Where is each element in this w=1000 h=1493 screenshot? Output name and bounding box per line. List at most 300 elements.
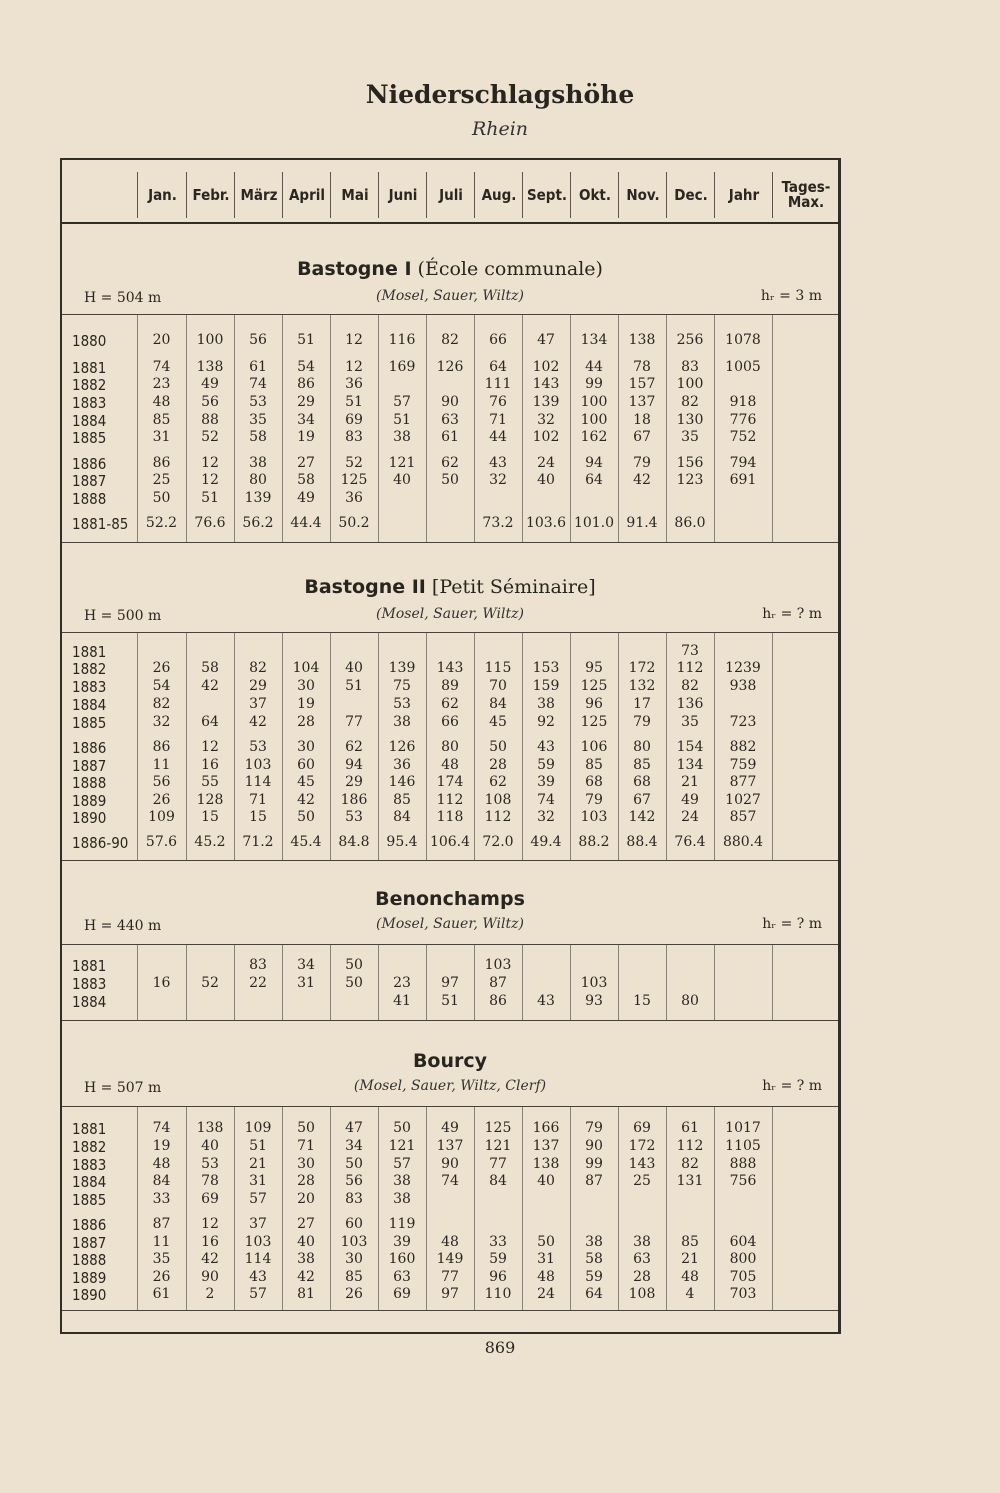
column-header: Juli <box>426 172 475 218</box>
table-cell: 126 <box>388 739 416 755</box>
table-cell: 1105 <box>725 1138 761 1154</box>
table-cell: 112 <box>436 792 464 808</box>
table-cell: 71 <box>249 792 267 808</box>
table-cell: 39 <box>393 1234 411 1250</box>
table-cell: 82 <box>681 394 699 410</box>
gauge-height: hᵣ = 3 m <box>760 288 822 304</box>
table-cell: 759 <box>729 757 757 773</box>
table-cell: 83 <box>345 1191 363 1207</box>
table-cell: 139 <box>244 490 272 506</box>
station-altitude: H = 440 m <box>84 918 162 934</box>
table-cell: 45 <box>489 714 507 730</box>
table-cell: 31 <box>297 975 315 991</box>
table-cell: 142 <box>628 809 656 825</box>
column-divider <box>772 633 773 860</box>
table-cell: 52 <box>201 975 219 991</box>
table-cell: 82 <box>249 660 267 676</box>
table-cell: 938 <box>729 678 757 694</box>
table-cell: 38 <box>633 1234 651 1250</box>
table-cell: 166 <box>532 1120 560 1136</box>
table-cell: 36 <box>393 757 411 773</box>
table-cell: 28 <box>297 1173 315 1189</box>
table-cell: 56 <box>152 774 171 790</box>
table-cell: 64 <box>201 714 219 730</box>
table-cell: 64 <box>489 359 507 375</box>
station-rivers: (Mosel, Sauer, Wiltz) <box>376 916 524 932</box>
gauge-height: hᵣ = ? m <box>762 606 822 622</box>
table-cell: 43 <box>537 739 555 755</box>
table-cell: 97 <box>441 975 459 991</box>
table-cell: 125 <box>484 1120 512 1136</box>
table-cell: 69 <box>201 1191 219 1207</box>
table-cell: 80 <box>249 472 267 488</box>
table-cell: 28 <box>297 714 315 730</box>
column-header: Jan. <box>137 172 187 218</box>
table-cell: 86 <box>152 455 171 471</box>
table-cell: 87 <box>585 1173 603 1189</box>
table-cell: 99 <box>585 376 603 392</box>
table-cell: 104 <box>292 660 320 676</box>
table-cell: 49 <box>201 376 219 392</box>
table-cell: 51 <box>441 993 459 1009</box>
table-cell: 42 <box>633 472 651 488</box>
table-cell: 12 <box>201 1216 219 1232</box>
table-cell: 33 <box>489 1234 507 1250</box>
table-cell: 42 <box>201 678 219 694</box>
table-cell: 60 <box>345 1216 363 1232</box>
table-cell: 800 <box>729 1251 757 1267</box>
table-cell: 92 <box>537 714 555 730</box>
column-header: Dec. <box>666 172 715 218</box>
table-cell: 31 <box>249 1173 267 1189</box>
table-cell: 37 <box>249 696 267 712</box>
table-cell: 90 <box>585 1138 603 1154</box>
table-cell: 20 <box>152 332 171 348</box>
table-cell: 31 <box>537 1251 555 1267</box>
table-cell: 918 <box>729 394 757 410</box>
table-cell: 59 <box>585 1269 603 1285</box>
table-cell: 21 <box>249 1156 267 1172</box>
station-title <box>62 258 838 280</box>
table-cell: 604 <box>729 1234 757 1250</box>
table-cell: 109 <box>244 1120 272 1136</box>
row-year: 1889 <box>72 1269 107 1287</box>
table-cell: 23 <box>393 975 411 991</box>
row-year: 1890 <box>72 809 107 827</box>
table-cell: 39 <box>537 774 555 790</box>
table-cell: 103 <box>484 957 512 973</box>
table-cell: 172 <box>628 1138 656 1154</box>
table-cell: 50 <box>489 739 507 755</box>
table-cell: 38 <box>249 455 267 471</box>
table-cell: 90 <box>441 394 459 410</box>
table-cell: 86.0 <box>674 515 706 531</box>
station-name: Bastogne II <box>304 576 426 598</box>
table-cell: 42 <box>297 1269 315 1285</box>
row-year: 1888 <box>72 490 107 508</box>
table-cell: 15 <box>633 993 651 1009</box>
table-cell: 116 <box>388 332 416 348</box>
table-cell: 69 <box>633 1120 651 1136</box>
table-cell: 88 <box>201 412 219 428</box>
table-cell: 70 <box>489 678 507 694</box>
table-cell: 138 <box>628 332 656 348</box>
table-cell: 15 <box>201 809 219 825</box>
table-cell: 85 <box>633 757 651 773</box>
table-cell: 62 <box>489 774 507 790</box>
table-cell: 40 <box>201 1138 219 1154</box>
table-cell: 16 <box>201 757 219 773</box>
table-cell: 66 <box>489 332 507 348</box>
column-header: Febr. <box>186 172 235 218</box>
table-cell: 138 <box>196 359 224 375</box>
row-year: 1888 <box>72 774 107 792</box>
table-cell: 84 <box>489 1173 507 1189</box>
table-cell: 40 <box>297 1234 315 1250</box>
column-header: März <box>234 172 283 218</box>
table-cell: 794 <box>729 455 757 471</box>
table-cell: 53 <box>249 394 267 410</box>
table-cell: 82 <box>152 696 171 712</box>
table-cell: 87 <box>152 1216 171 1232</box>
table-cell: 123 <box>676 472 704 488</box>
precipitation-table <box>60 158 841 1334</box>
table-cell: 61 <box>152 1286 171 1302</box>
column-header: Juni <box>378 172 427 218</box>
row-year: 1886 <box>72 739 107 757</box>
table-cell: 28 <box>489 757 507 773</box>
table-cell: 102 <box>532 429 560 445</box>
table-cell: 85 <box>681 1234 699 1250</box>
table-cell: 96 <box>585 696 603 712</box>
section-rule <box>62 632 838 633</box>
table-cell: 28 <box>633 1269 651 1285</box>
column-divider <box>772 945 773 1020</box>
table-cell: 40 <box>393 472 411 488</box>
table-cell: 159 <box>532 678 560 694</box>
column-divider <box>772 315 773 542</box>
section-rule <box>62 314 838 315</box>
table-cell: 50 <box>297 1120 315 1136</box>
table-cell: 723 <box>729 714 757 730</box>
table-cell: 138 <box>196 1120 224 1136</box>
table-cell: 51 <box>201 490 219 506</box>
table-cell: 79 <box>633 455 651 471</box>
table-cell: 54 <box>297 359 315 375</box>
row-year: 1884 <box>72 412 107 430</box>
table-cell: 12 <box>201 472 219 488</box>
table-cell: 74 <box>441 1173 459 1189</box>
table-cell: 130 <box>676 412 704 428</box>
row-year: 1883 <box>72 1156 107 1174</box>
table-cell: 1239 <box>725 660 761 676</box>
table-cell: 45.2 <box>194 834 226 850</box>
row-year: 1881 <box>72 957 107 975</box>
table-cell: 90 <box>201 1269 219 1285</box>
table-cell: 40 <box>345 660 363 676</box>
row-year: 1885 <box>72 714 107 732</box>
table-cell: 27 <box>297 455 315 471</box>
table-cell: 134 <box>580 332 608 348</box>
table-cell: 73.2 <box>482 515 514 531</box>
table-cell: 97 <box>441 1286 459 1302</box>
table-cell: 42 <box>249 714 267 730</box>
row-year: 1885 <box>72 1191 107 1209</box>
table-cell: 61 <box>249 359 267 375</box>
table-cell: 81 <box>297 1286 315 1302</box>
table-cell: 112 <box>484 809 512 825</box>
table-cell: 76 <box>489 394 507 410</box>
row-year: 1887 <box>72 1234 107 1252</box>
row-year: 1882 <box>72 376 107 394</box>
table-cell: 143 <box>532 376 560 392</box>
table-cell: 77 <box>441 1269 459 1285</box>
table-cell: 68 <box>585 774 603 790</box>
table-cell: 34 <box>297 412 315 428</box>
table-cell: 57 <box>393 1156 411 1172</box>
row-year: 1884 <box>72 1173 107 1191</box>
gauge-height: hᵣ = ? m <box>762 1078 822 1094</box>
table-cell: 25 <box>633 1173 651 1189</box>
table-cell: 25 <box>152 472 171 488</box>
table-cell: 91.4 <box>626 515 658 531</box>
table-cell: 121 <box>388 1138 416 1154</box>
table-cell: 29 <box>297 394 315 410</box>
table-cell: 95 <box>585 660 603 676</box>
table-cell: 146 <box>388 774 416 790</box>
table-cell: 38 <box>537 696 555 712</box>
table-cell: 33 <box>152 1191 171 1207</box>
table-cell: 888 <box>729 1156 757 1172</box>
table-cell: 86 <box>297 376 315 392</box>
table-cell: 51 <box>345 394 363 410</box>
table-cell: 50 <box>537 1234 555 1250</box>
table-cell: 162 <box>580 429 608 445</box>
table-cell: 79 <box>633 714 651 730</box>
table-cell: 172 <box>628 660 656 676</box>
table-cell: 21 <box>681 774 699 790</box>
table-cell: 111 <box>484 376 512 392</box>
table-cell: 89 <box>441 678 459 694</box>
table-cell: 76.4 <box>674 834 706 850</box>
table-cell: 12 <box>201 455 219 471</box>
table-cell: 62 <box>441 696 459 712</box>
table-cell: 36 <box>345 376 363 392</box>
station-name: Bastogne I <box>297 258 412 280</box>
table-cell: 139 <box>388 660 416 676</box>
table-cell: 24 <box>681 809 699 825</box>
table-cell: 85 <box>152 412 171 428</box>
table-cell: 74 <box>152 1120 171 1136</box>
station-name: Benonchamps <box>375 888 525 910</box>
table-cell: 26 <box>152 792 171 808</box>
table-cell: 78 <box>633 359 651 375</box>
table-cell: 131 <box>676 1173 704 1189</box>
table-cell: 100 <box>196 332 224 348</box>
table-cell: 1017 <box>725 1120 761 1136</box>
table-cell: 64 <box>585 1286 603 1302</box>
table-cell: 38 <box>393 429 411 445</box>
column-header: Aug. <box>474 172 523 218</box>
row-year: 1886 <box>72 1216 107 1234</box>
table-cell: 125 <box>340 472 368 488</box>
table-cell: 880.4 <box>722 834 764 850</box>
table-cell: 17 <box>633 696 651 712</box>
table-cell: 100 <box>580 412 608 428</box>
table-cell: 67 <box>633 792 651 808</box>
table-cell: 30 <box>297 739 315 755</box>
table-cell: 12 <box>345 359 363 375</box>
table-cell: 52 <box>201 429 219 445</box>
table-cell: 83 <box>249 957 267 973</box>
table-cell: 75 <box>393 678 411 694</box>
station-title <box>62 1050 838 1072</box>
table-cell: 49 <box>441 1120 459 1136</box>
table-cell: 85 <box>585 757 603 773</box>
table-cell: 80 <box>441 739 459 755</box>
row-year: 1887 <box>72 472 107 490</box>
station-rivers: (Mosel, Sauer, Wiltz) <box>376 288 524 304</box>
column-header: Okt. <box>570 172 619 218</box>
table-cell: 47 <box>537 332 555 348</box>
table-cell: 84 <box>489 696 507 712</box>
table-cell: 95.4 <box>386 834 418 850</box>
section-bottom-rule <box>62 1310 838 1311</box>
table-cell: 49 <box>297 490 315 506</box>
table-cell: 74 <box>249 376 267 392</box>
table-cell: 74 <box>152 359 171 375</box>
table-cell: 112 <box>676 1138 704 1154</box>
table-cell: 63 <box>441 412 459 428</box>
table-cell: 106.4 <box>429 834 471 850</box>
row-year: 1883 <box>72 975 107 993</box>
table-cell: 38 <box>393 1191 411 1207</box>
section-rule <box>62 1106 838 1107</box>
page-number: 869 <box>484 1338 516 1357</box>
table-cell: 138 <box>532 1156 560 1172</box>
table-cell: 125 <box>580 714 608 730</box>
table-cell: 58 <box>297 472 315 488</box>
table-cell: 32 <box>489 472 507 488</box>
station-title <box>62 576 838 598</box>
table-cell: 69 <box>345 412 363 428</box>
column-header: Nov. <box>618 172 667 218</box>
table-cell: 11 <box>152 757 171 773</box>
table-cell: 62 <box>345 739 363 755</box>
table-cell: 128 <box>196 792 224 808</box>
row-year: 1881-85 <box>72 515 129 533</box>
table-cell: 68 <box>633 774 651 790</box>
table-cell: 63 <box>633 1251 651 1267</box>
table-cell: 149 <box>436 1251 464 1267</box>
table-cell: 134 <box>676 757 704 773</box>
table-cell: 66 <box>441 714 459 730</box>
table-cell: 48 <box>441 1234 459 1250</box>
table-cell: 57 <box>249 1286 267 1302</box>
column-header: Tages- Max. <box>772 172 839 218</box>
table-cell: 60 <box>297 757 315 773</box>
table-cell: 54 <box>152 678 171 694</box>
table-cell: 169 <box>388 359 416 375</box>
table-cell: 143 <box>436 660 464 676</box>
row-year: 1883 <box>72 678 107 696</box>
table-cell: 756 <box>729 1173 757 1189</box>
station-altitude: H = 507 m <box>84 1080 162 1096</box>
table-cell: 86 <box>152 739 171 755</box>
table-cell: 34 <box>297 957 315 973</box>
table-cell: 53 <box>201 1156 219 1172</box>
table-cell: 78 <box>201 1173 219 1189</box>
column-header: Mai <box>330 172 379 218</box>
table-cell: 19 <box>152 1138 171 1154</box>
table-cell: 877 <box>729 774 757 790</box>
table-cell: 88.2 <box>578 834 610 850</box>
section-bottom-rule <box>62 860 838 861</box>
table-cell: 103 <box>580 809 608 825</box>
table-cell: 42 <box>297 792 315 808</box>
column-header: April <box>282 172 331 218</box>
table-cell: 74 <box>537 792 555 808</box>
table-cell: 64 <box>585 472 603 488</box>
table-cell: 143 <box>628 1156 656 1172</box>
table-cell: 16 <box>152 975 171 991</box>
table-cell: 38 <box>393 1173 411 1189</box>
station-rivers: (Mosel, Sauer, Wiltz, Clerf) <box>353 1078 547 1094</box>
section-bottom-rule <box>62 542 838 543</box>
row-year: 1886-90 <box>72 834 129 852</box>
table-cell: 44 <box>585 359 603 375</box>
table-cell: 256 <box>676 332 704 348</box>
table-cell: 72.0 <box>482 834 514 850</box>
table-cell: 35 <box>681 429 699 445</box>
table-cell: 21 <box>681 1251 699 1267</box>
table-cell: 45 <box>297 774 315 790</box>
table-cell: 19 <box>297 696 315 712</box>
table-cell: 51 <box>393 412 411 428</box>
station-altitude: H = 500 m <box>84 608 162 624</box>
table-cell: 56 <box>249 332 267 348</box>
table-cell: 53 <box>345 809 363 825</box>
table-cell: 50 <box>152 490 171 506</box>
table-cell: 80 <box>633 739 651 755</box>
table-cell: 1078 <box>725 332 761 348</box>
table-cell: 37 <box>249 1216 267 1232</box>
table-cell: 156 <box>676 455 704 471</box>
table-cell: 63 <box>393 1269 411 1285</box>
table-cell: 88.4 <box>626 834 658 850</box>
table-cell: 103 <box>244 757 272 773</box>
table-cell: 103.6 <box>525 515 567 531</box>
table-cell: 56 <box>201 394 219 410</box>
table-cell: 137 <box>436 1138 464 1154</box>
table-cell: 94 <box>585 455 603 471</box>
row-year: 1882 <box>72 660 107 678</box>
table-cell: 174 <box>436 774 464 790</box>
table-cell: 118 <box>436 809 464 825</box>
table-cell: 103 <box>244 1234 272 1250</box>
row-year: 1884 <box>72 696 107 714</box>
table-cell: 44 <box>489 429 507 445</box>
table-cell: 40 <box>537 1173 555 1189</box>
table-cell: 103 <box>340 1234 368 1250</box>
table-cell: 776 <box>729 412 757 428</box>
table-cell: 56.2 <box>242 515 274 531</box>
table-cell: 73 <box>681 643 699 659</box>
table-cell: 102 <box>532 359 560 375</box>
station-detail: [Petit Séminaire] <box>425 576 596 598</box>
table-cell: 30 <box>345 1251 363 1267</box>
table-cell: 136 <box>676 696 704 712</box>
